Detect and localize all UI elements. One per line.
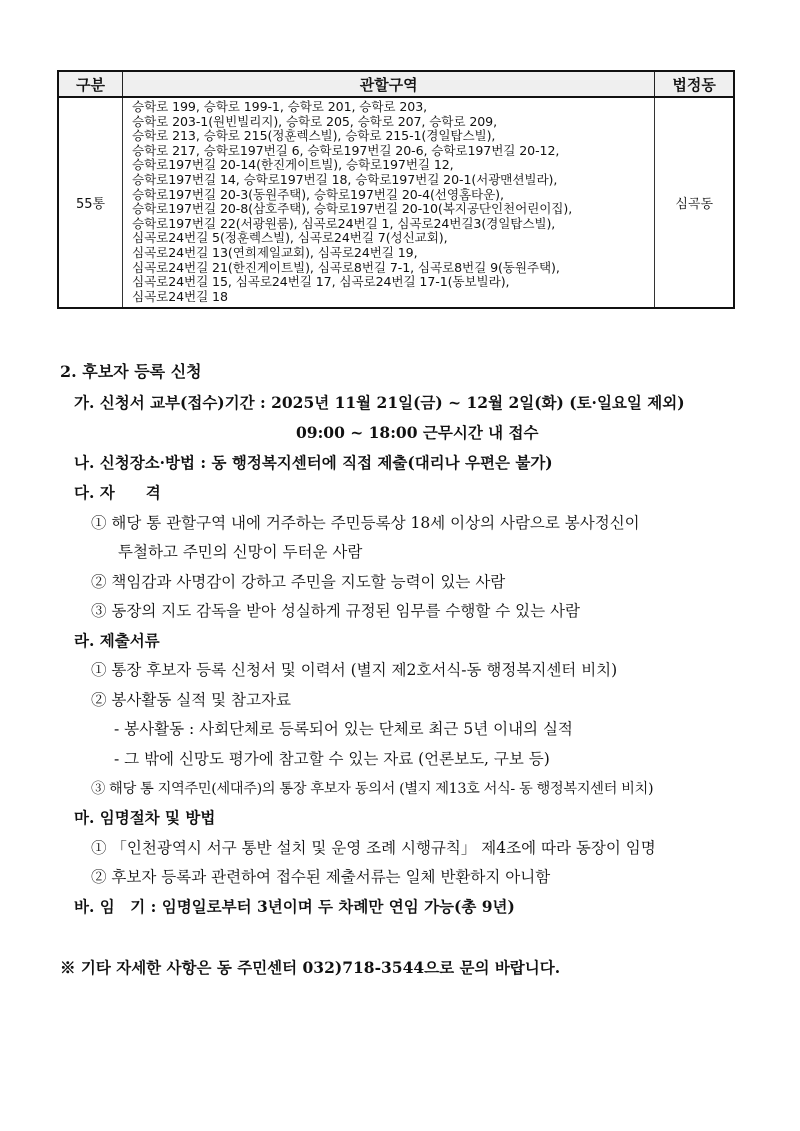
qualification-2: ② 책임감과 사명감이 강하고 주민을 지도할 능력이 있는 사람 bbox=[91, 573, 506, 591]
document-2: ② 봉사활동 실적 및 참고자료 bbox=[91, 691, 291, 709]
area-line: 승학로 217, 승학로197번길 6, 승학로197번길 20-6, 승학로197번길 20-12, bbox=[132, 142, 560, 158]
cell-jurisdiction-areas bbox=[123, 97, 655, 308]
document-2-sub-2: - 그 밖에 신망도 평가에 참고할 수 있는 자료 (언론보도, 구보 등) bbox=[114, 750, 550, 768]
contact-note: ※ 기타 자세한 사항은 동 주민센터 032)718-3544으로 문의 바랍니다. bbox=[60, 958, 561, 977]
area-line: 승학로 203-1(원빈빌리지), 승학로 205, 승학로 207, 승학로 209, bbox=[132, 113, 497, 129]
qualification-1-cont: 투철하고 주민의 신망이 두터운 사람 bbox=[118, 543, 363, 561]
area-line: 승학로197번길 20-8(삼호주택), 승학로197번길 20-10(복지공단인천어린이집), bbox=[132, 201, 573, 217]
appointment-1: ① 「인천광역시 서구 통반 설치 및 운영 조례 시행규칙」 제4조에 따라 동장이 임명 bbox=[91, 839, 656, 857]
area-line: 승학로197번길 14, 승학로197번길 18, 승학로197번길 20-1(서광맨션빌라), bbox=[132, 171, 558, 187]
area-line: 심곡로24번길 5(정훈렉스빌), 심곡로24번길 7(성신교회), bbox=[132, 230, 448, 246]
table-header-row bbox=[58, 71, 734, 97]
document-3: ③ 해당 통 지역주민(세대주)의 통장 후보자 동의서 (별지 제13호 서식- 동 행정복지센터 비치) bbox=[91, 781, 654, 797]
area-line: 승학로197번길 20-3(동원주택), 승학로197번길 20-4(선영홈타운), bbox=[132, 186, 504, 202]
appointment-2: ② 후보자 등록과 관련하여 접수된 제출서류는 일체 반환하지 아니함 bbox=[91, 868, 551, 886]
item-ba-term: 바. 임 기 : 임명일로부터 3년이며 두 차례만 연임 가능(총 9년) bbox=[74, 897, 515, 916]
header-legal-dong: 법정동 bbox=[655, 71, 734, 97]
area-line: 승학로197번길 20-14(한진게이트빌), 승학로197번길 12, bbox=[132, 157, 454, 173]
header-gubun: 구분 bbox=[58, 71, 123, 97]
cell-legal-dong: 심곡동 bbox=[655, 97, 734, 308]
item-na-place: 나. 신청장소·방법 : 동 행정복지센터에 직접 제출(대리나 우편은 불가) bbox=[74, 453, 553, 472]
item-ma-heading: 마. 임명절차 및 방법 bbox=[74, 808, 216, 827]
area-line: 심곡로24번길 21(한진게이트빌), 심곡로8번길 7-1, 심곡로8번길 9(동원주택), bbox=[132, 259, 560, 275]
document-1: ① 통장 후보자 등록 신청서 및 이력서 (별지 제2호서식-동 행정복지센터 비치) bbox=[91, 661, 618, 679]
cell-tong-number: 55통 bbox=[58, 97, 123, 308]
jurisdiction-table bbox=[57, 70, 735, 309]
table-row bbox=[58, 97, 734, 308]
area-line: 심곡로24번길 18 bbox=[132, 288, 228, 304]
item-ga-period: 가. 신청서 교부(접수)기간 : 2025년 11월 21일(금) ~ 12월 2일(화) (토·일요일 제외) bbox=[74, 393, 685, 412]
qualification-3: ③ 동장의 지도 감독을 받아 성실하게 규정된 임무를 수행할 수 있는 사람 bbox=[91, 602, 580, 620]
area-line: 승학로 199, 승학로 199-1, 승학로 201, 승학로 203, bbox=[132, 99, 428, 114]
area-line: 심곡로24번길 15, 심곡로24번길 17, 심곡로24번길 17-1(동보빌라), bbox=[132, 274, 510, 290]
area-line: 승학로197번길 22(서광원룸), 심곡로24번길 1, 심곡로24번길3(경일탑스빌), bbox=[132, 215, 556, 231]
header-jurisdiction: 관할구역 bbox=[123, 71, 655, 97]
area-line: 승학로 213, 승학로 215(정훈렉스빌), 승학로 215-1(경일탑스빌), bbox=[132, 128, 496, 144]
item-ga-hours: 09:00 ~ 18:00 근무시간 내 접수 bbox=[296, 423, 539, 442]
section-title: 2. 후보자 등록 신청 bbox=[60, 362, 202, 381]
qualification-1: ① 해당 통 관할구역 내에 거주하는 주민등록상 18세 이상의 사람으로 봉사정신이 bbox=[91, 514, 640, 532]
document-2-sub-1: - 봉사활동 : 사회단체로 등록되어 있는 단체로 최근 5년 이내의 실적 bbox=[114, 720, 573, 738]
area-line: 심곡로24번길 13(연희제일교회), 심곡로24번길 19, bbox=[132, 244, 418, 260]
item-da-heading: 다. 자 격 bbox=[74, 483, 161, 502]
item-ra-heading: 라. 제출서류 bbox=[74, 631, 160, 650]
